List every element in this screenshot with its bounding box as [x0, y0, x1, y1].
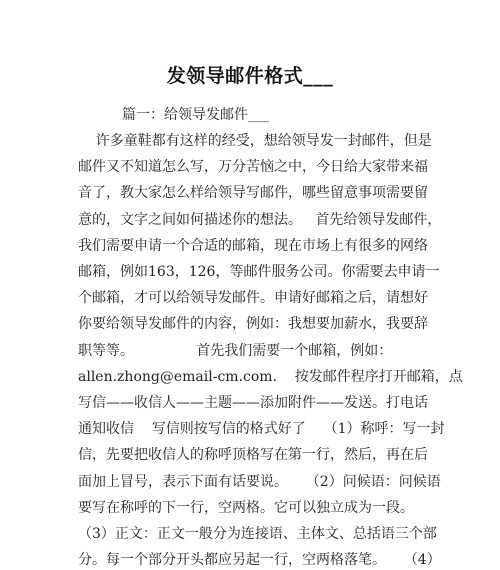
- body-text-line: 邮件又不知道怎么写，万分苦恼之中，今日给大家带来福: [78, 159, 428, 175]
- body-text-line: 你要给领导发邮件的内容，例如：我想要加薪水，我要辞: [78, 316, 428, 332]
- body-text-line: allen.zhong@email-cm.com. 按发邮件程序打开邮箱，点: [78, 369, 463, 385]
- body-text-line: 许多童鞋都有这样的经受，想给领导发一封邮件，但是: [78, 133, 432, 149]
- body-text-line: 信，先要把收信人的称呼顶格写在第一行，然后，再在后: [78, 447, 428, 463]
- body-text-line: 分。每一个部分开头都应另起一行，空两格落笔。 （4）: [78, 552, 441, 568]
- body-text-line: （3）正文：正文一般分为连接语、主体文、总括语三个部: [78, 526, 437, 542]
- body-text-line: 通知收信 写信则按写信的格式好了 （1）称呼：写一封: [78, 421, 445, 437]
- body-text-line: 意的，文字之间如何描述你的想法。 首先给领导发邮件，: [78, 212, 442, 228]
- body-text-line: 音了，教大家怎么样给领导写邮件，哪些留意事项需要留: [78, 185, 428, 201]
- document-subtitle: 篇一：给领导发邮件___: [122, 107, 269, 123]
- body-text-line: 写信——收信人——主题——添加附件——发送。打电话: [78, 395, 428, 411]
- body-text-line: 面加上冒号，表示下面有话要说。 （2）问候语：问候语: [78, 474, 441, 490]
- body-text-line: 个邮箱，才可以给领导发邮件。申请好邮箱之后，请想好: [78, 290, 428, 306]
- document-title: 发领导邮件格式___: [166, 65, 334, 87]
- body-text-line: 邮箱，例如163，126，等邮件服务公司。你需要去申请一: [78, 264, 440, 280]
- body-text-line: 要写在称呼的下一行，空两格。它可以独立成为一段。: [78, 500, 414, 516]
- body-text-line: 我们需要申请一个合适的邮箱，现在市场上有很多的网络: [78, 238, 428, 254]
- body-text-line: 职等等。 首先我们需要一个邮箱，例如：: [78, 343, 393, 359]
